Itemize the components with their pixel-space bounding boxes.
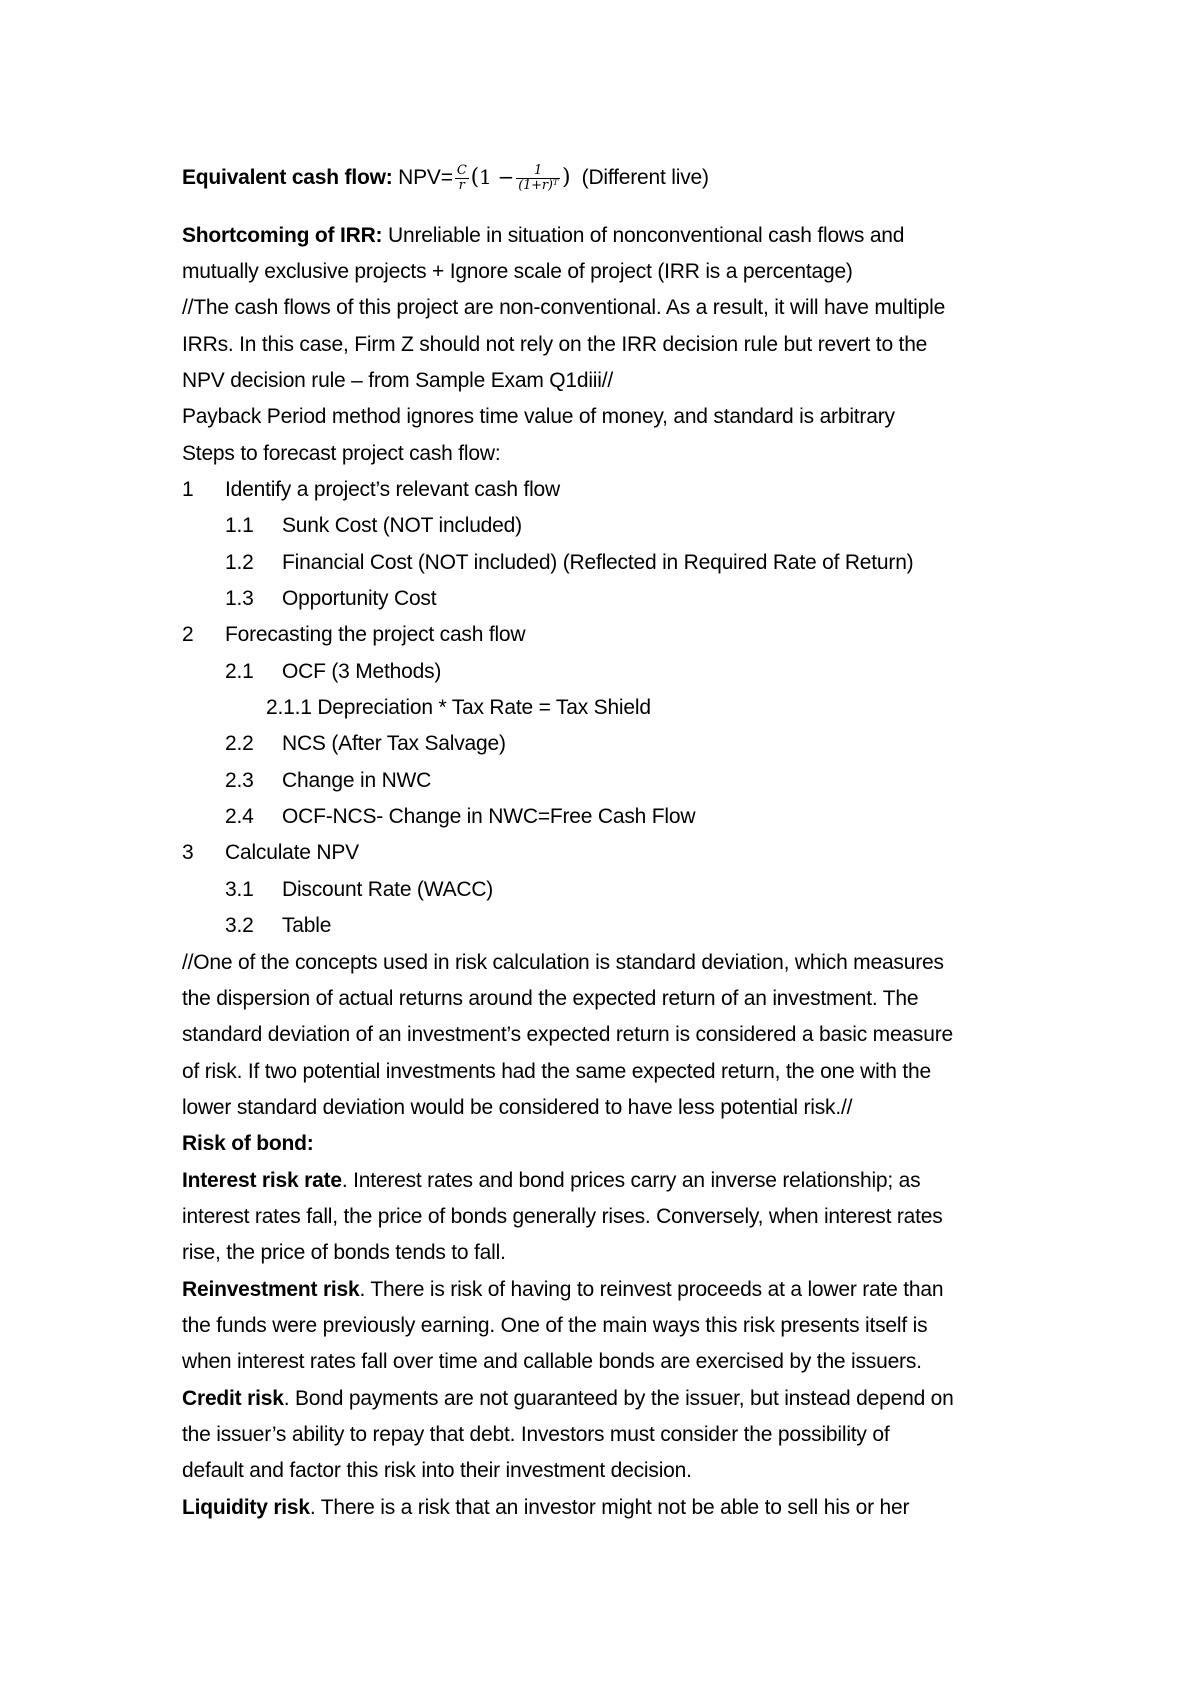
irr-line-3: //The cash flows of this project are non-conventional. As a result, it will have multiple — [182, 296, 946, 319]
sd-line-2: the dispersion of actual returns around the expected return of an investment. The — [182, 987, 919, 1010]
interest-risk-line-1 — [182, 1167, 920, 1195]
credit-risk-line-3: default and factor this risk into their investment decision. — [182, 1459, 692, 1482]
step-number: 3.2 — [225, 914, 254, 937]
credit-risk-line-1 — [182, 1385, 954, 1413]
liquidity-risk-label: Liquidity risk — [182, 1496, 310, 1519]
discount-numerator: 1 — [516, 164, 560, 179]
step-text: OCF (3 Methods) — [282, 660, 442, 683]
one-minus: 1 − — [478, 165, 515, 189]
step-text: Table — [282, 914, 332, 937]
credit-risk-text: . Bond payments are not guaranteed by the issuer, but instead depend on — [283, 1387, 954, 1410]
step-2-3 — [225, 767, 431, 795]
step-number: 2.4 — [225, 805, 254, 828]
c-numerator: C — [456, 162, 467, 178]
step-3 — [182, 839, 359, 867]
step-2-1-1: 2.1.1 Depreciation * Tax Rate = Tax Shield — [266, 696, 651, 719]
step-2 — [182, 621, 525, 649]
credit-risk-label: Credit risk — [182, 1387, 284, 1410]
reinvestment-risk-text: . There is risk of having to reinvest proceeds at a lower rate than — [359, 1278, 944, 1301]
ecf-note: (Different live) — [581, 166, 709, 189]
step-number: 1.2 — [225, 551, 254, 574]
step-number: 2 — [182, 623, 194, 646]
liquidity-risk-text: . There is a risk that an investor might not be able to sell his or her — [309, 1496, 910, 1519]
step-number: 1 — [182, 478, 194, 501]
reinvestment-risk-line-2: the funds were previously earning. One of the main ways this risk presents itself is — [182, 1314, 928, 1337]
irr-line-2: mutually exclusive projects + Ignore scale of project (IRR is a percentage) — [182, 260, 853, 283]
npv-label: NPV= — [398, 166, 453, 189]
step-2-2 — [225, 730, 506, 758]
reinvestment-risk-line-1 — [182, 1276, 943, 1304]
payback-line: Payback Period method ignores time value of money, and standard is arbitrary — [182, 405, 895, 428]
interest-risk-line-2: interest rates fall, the price of bonds generally rises. Conversely, when interest rates — [182, 1205, 943, 1228]
step-1-1 — [225, 512, 522, 540]
sd-line-5: lower standard deviation would be considered to have less potential risk.// — [182, 1096, 853, 1119]
open-paren: ( — [470, 165, 479, 190]
steps-title: Steps to forecast project cash flow: — [182, 442, 501, 465]
step-number: 3 — [182, 841, 194, 864]
step-number: 2.1 — [225, 660, 254, 683]
reinvestment-risk-line-3: when interest rates fall over time and callable bonds are exercised by the issuers. — [182, 1350, 922, 1373]
step-1-3 — [225, 585, 436, 613]
step-text: Sunk Cost (NOT included) — [282, 514, 522, 537]
step-number: 3.1 — [225, 878, 254, 901]
irr-line-1 — [182, 222, 904, 250]
c-over-r-fraction — [455, 164, 469, 193]
irr-line-5: NPV decision rule – from Sample Exam Q1diii// — [182, 369, 614, 392]
discount-fraction — [516, 164, 560, 193]
close-paren: ) — [561, 165, 571, 190]
irr-line-4: IRRs. In this case, Firm Z should not rely on the IRR decision rule but revert to the — [182, 333, 928, 356]
step-number: 1.1 — [225, 514, 254, 537]
step-text: OCF-NCS- Change in NWC=Free Cash Flow — [282, 805, 696, 828]
step-text: Change in NWC — [282, 769, 432, 792]
discount-denominator: (1+r)ᵀ — [518, 177, 558, 193]
step-text: Identify a project’s relevant cash flow — [225, 478, 560, 501]
step-number: 1.3 — [225, 587, 254, 610]
step-2-1 — [225, 658, 441, 686]
interest-risk-label: Interest risk rate — [182, 1169, 342, 1192]
step-3-1 — [225, 876, 493, 904]
risk-of-bond-heading: Risk of bond: — [182, 1132, 314, 1155]
liquidity-risk-line-1 — [182, 1494, 909, 1522]
step-1 — [182, 476, 560, 504]
r-denominator: r — [458, 177, 465, 193]
step-text: Financial Cost (NOT included) (Reflected in Required Rate of Return) — [282, 551, 914, 574]
step-text: Opportunity Cost — [282, 587, 437, 610]
ecf-label: Equivalent cash flow: — [182, 166, 393, 189]
step-1-2 — [225, 549, 913, 577]
step-text: Discount Rate (WACC) — [282, 878, 494, 901]
irr-text-1: Unreliable in situation of nonconventional cash flows and — [382, 224, 905, 247]
step-text: NCS (After Tax Salvage) — [282, 732, 506, 755]
sd-line-4: of risk. If two potential investments had the same expected return, the one with the — [182, 1060, 931, 1083]
sd-line-1: //One of the concepts used in risk calculation is standard deviation, which measures — [182, 951, 944, 974]
step-text: Calculate NPV — [225, 841, 359, 864]
irr-label: Shortcoming of IRR: — [182, 224, 383, 247]
sd-line-3: standard deviation of an investment’s expected return is considered a basic measure — [182, 1023, 953, 1046]
step-text: Forecasting the project cash flow — [225, 623, 526, 646]
step-2-4 — [225, 803, 695, 831]
step-number: 2.3 — [225, 769, 254, 792]
step-number: 2.2 — [225, 732, 254, 755]
reinvestment-risk-label: Reinvestment risk — [182, 1278, 360, 1301]
step-3-2 — [225, 912, 331, 940]
interest-risk-text: . Interest rates and bond prices carry an inverse relationship; as — [341, 1169, 921, 1192]
credit-risk-line-2: the issuer’s ability to repay that debt. Investors must consider the possibility of — [182, 1423, 890, 1446]
interest-risk-line-3: rise, the price of bonds tends to fall. — [182, 1241, 506, 1264]
equivalent-cash-flow-line — [182, 163, 709, 191]
